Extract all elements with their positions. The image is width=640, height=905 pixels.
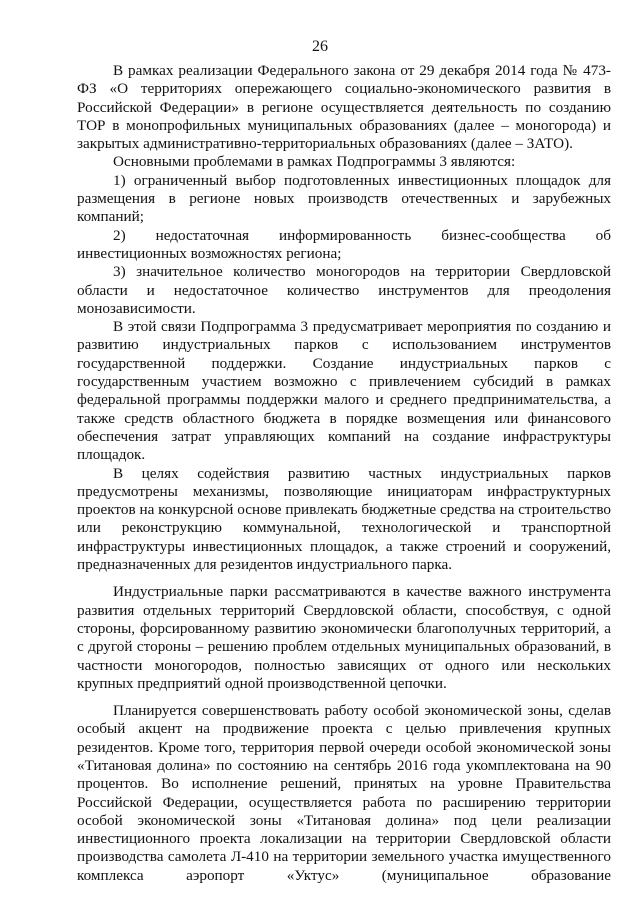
- paragraph-parks-role: Индустриальные парки рассматриваются в качестве важного инструмента развития отдельных территорий Свердловской области, способствуя, с одной стороны, форсированному развитию экономически благополучных территорий, а с другой стороны – решению проблем отдельных муниципальных образований, в частности моногородов, полностью зависящих от одного или нескольких крупных предприятий одной производственной цепочки.: [77, 583, 611, 692]
- paragraph-tor-intro: В рамках реализации Федерального закона от 29 декабря 2014 года № 473-ФЗ «О территориях опережающего социально-экономического развития в Российской Федерации» в регионе осуществляется деятельность по созданию ТОР в монопрофильных муниципальных образованиях (далее – моногорода) и закрытых административно-территориальных образованиях (далее – ЗАТО).: [77, 62, 611, 153]
- paragraph-industrial-parks-measures: В этой связи Подпрограмма 3 предусматривает мероприятия по созданию и развитию индустриальных парков с использованием инструментов государственной поддержки. Создание индустриальных парков с государственным участием возможно с привлечением субсидий в рамках федеральной программы поддержки малого и среднего предпринимательства, а также средств областного бюджета в порядке возмещения или финансового обеспечения затрат управляющих компаний на создание инфраструктуры площадок.: [77, 318, 611, 464]
- paragraph-private-parks-support: В целях содействия развитию частных индустриальных парков предусмотрены механизмы, позволяющие инициаторам инфраструктурных проектов на конкурсной основе привлекать бюджетные средства на строительство или реконструкцию коммунальной, технологической и транспортной инфраструктуры инвестиционных площадок, а также строений и сооружений, предназначенных для резидентов индустриального парка.: [77, 464, 611, 574]
- paragraph-problem-2: 2) недостаточная информированность бизнес-сообщества об инвестиционных возможностях региона;: [77, 226, 611, 262]
- paragraph-problem-1: 1) ограниченный выбор подготовленных инвестиционных площадок для размещения в регионе новых производств отечественных и зарубежных компаний;: [77, 171, 611, 226]
- paragraph-problems-heading: Основными проблемами в рамках Подпрограммы 3 являются:: [113, 153, 516, 171]
- paragraph-problem-3: 3) значительное количество моногородов на территории Свердловской области и недостаточное количество инструментов для преодоления монозависимости.: [77, 263, 611, 317]
- page-number: 26: [312, 38, 328, 55]
- paragraph-special-economic-zone: Планируется совершенствовать работу особой экономической зоны, сделав особый акцент на продвижение проекта с целью привлечения крупных резидентов. Кроме того, территория первой очереди особой экономической зоны «Титановая долина» по состоянию на сентябрь 2016 года укомплектована на 90 процентов. Во исполнение решений, принятых на уровне Правительства Российской Федерации, осуществляется работа по расширению территории особой экономической зоны «Титановая долина» под цели реализации инвестиционного проекта локализации на территории Свердловской области производства самолета Л-410 на территории земельного участка имущественного комплекса аэропорт «Уктус» (муниципальное образование: [77, 702, 611, 884]
- body-text: [77, 62, 611, 885]
